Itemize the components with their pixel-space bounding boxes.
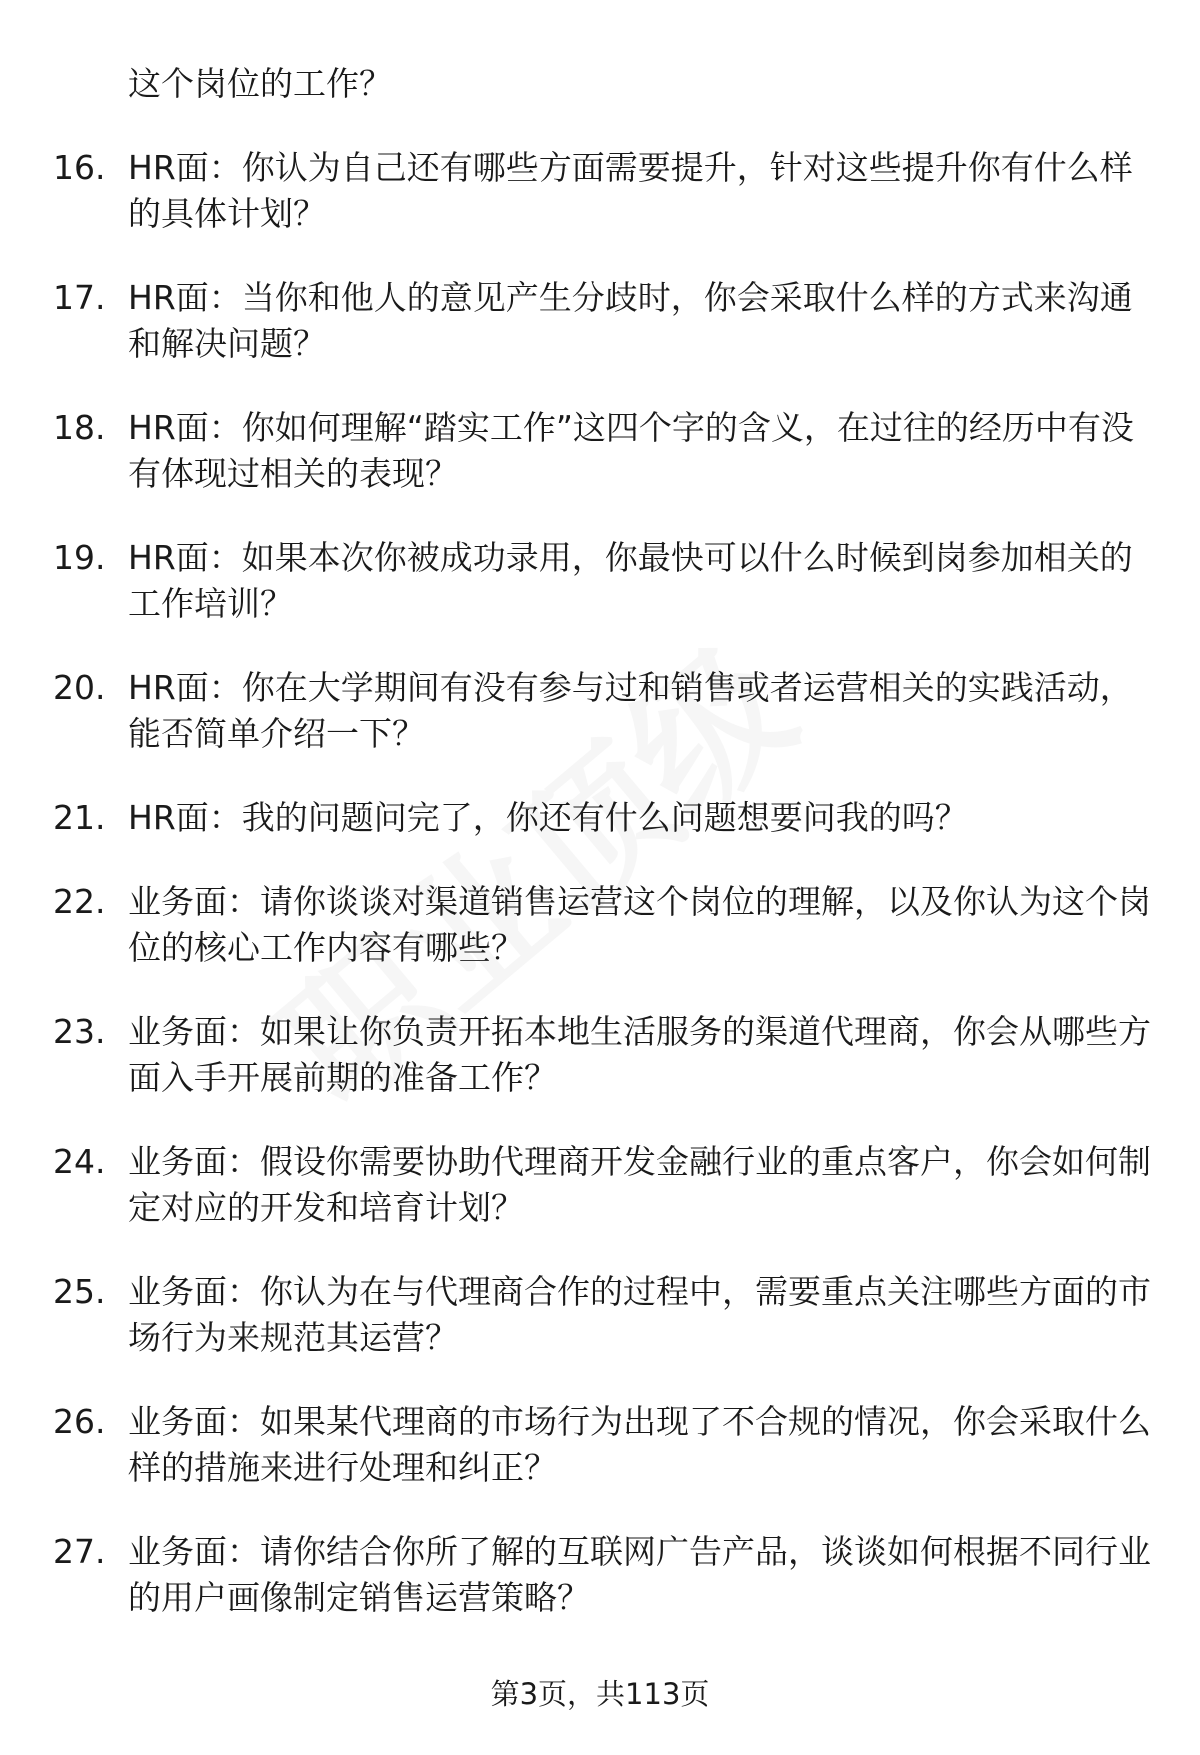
question-number: 20. bbox=[53, 668, 106, 707]
question-text: HR面：你如何理解“踏实工作”这四个字的含义，在过往的经历中有没有体现过相关的表现？ bbox=[128, 408, 1134, 493]
question-number: 27. bbox=[53, 1532, 106, 1571]
question-item bbox=[0, 1139, 1200, 1231]
question-text: 业务面：请你谈谈对渠道销售运营这个岗位的理解，以及你认为这个岗位的核心工作内容有哪些？ bbox=[128, 882, 1151, 967]
question-item bbox=[0, 879, 1200, 971]
question-number: 26. bbox=[53, 1402, 106, 1441]
question-text: 业务面：如果某代理商的市场行为出现了不合规的情况，你会采取什么样的措施来进行处理和纠正？ bbox=[128, 1402, 1151, 1487]
question-number: 18. bbox=[53, 408, 106, 447]
question-list bbox=[0, 61, 1200, 1621]
question-item bbox=[0, 535, 1200, 627]
question-number: 25. bbox=[53, 1272, 106, 1311]
page-footer: 第3页，共113页 bbox=[490, 1677, 710, 1711]
question-number: 17. bbox=[53, 278, 106, 317]
question-item bbox=[0, 1399, 1200, 1491]
question-number: 23. bbox=[53, 1012, 106, 1051]
question-item bbox=[0, 795, 1200, 841]
question-item bbox=[0, 1009, 1200, 1101]
question-number: 21. bbox=[53, 798, 106, 837]
question-number: 24. bbox=[53, 1142, 106, 1181]
question-item bbox=[0, 275, 1200, 367]
question-text: HR面：你认为自己还有哪些方面需要提升，针对这些提升你有什么样的具体计划？ bbox=[128, 148, 1133, 233]
question-text: HR面：你在大学期间有没有参与过和销售或者运营相关的实践活动，能否简单介绍一下？ bbox=[128, 668, 1133, 753]
question-item bbox=[0, 1529, 1200, 1621]
question-number: 16. bbox=[53, 148, 106, 187]
question-text: 业务面：如果让你负责开拓本地生活服务的渠道代理商，你会从哪些方面入手开展前期的准备工作？ bbox=[128, 1012, 1151, 1097]
question-item bbox=[0, 145, 1200, 237]
question-number: 22. bbox=[53, 882, 106, 921]
continuation-text: 这个岗位的工作？ bbox=[128, 64, 392, 103]
question-item bbox=[0, 405, 1200, 497]
question-item bbox=[0, 1269, 1200, 1361]
question-text: 业务面：假设你需要协助代理商开发金融行业的重点客户，你会如何制定对应的开发和培育计划？ bbox=[128, 1142, 1151, 1227]
question-item bbox=[0, 665, 1200, 757]
question-text: HR面：如果本次你被成功录用，你最快可以什么时候到岗参加相关的工作培训？ bbox=[128, 538, 1133, 623]
question-text: HR面：我的问题问完了，你还有什么问题想要问我的吗？ bbox=[128, 798, 968, 837]
question-number: 19. bbox=[53, 538, 106, 577]
question-text: 业务面：你认为在与代理商合作的过程中，需要重点关注哪些方面的市场行为来规范其运营？ bbox=[128, 1272, 1151, 1357]
question-text: 业务面：请你结合你所了解的互联网广告产品，谈谈如何根据不同行业的用户画像制定销售运营策略？ bbox=[128, 1532, 1151, 1617]
question-text: HR面：当你和他人的意见产生分歧时，你会采取什么样的方式来沟通和解决问题？ bbox=[128, 278, 1133, 363]
